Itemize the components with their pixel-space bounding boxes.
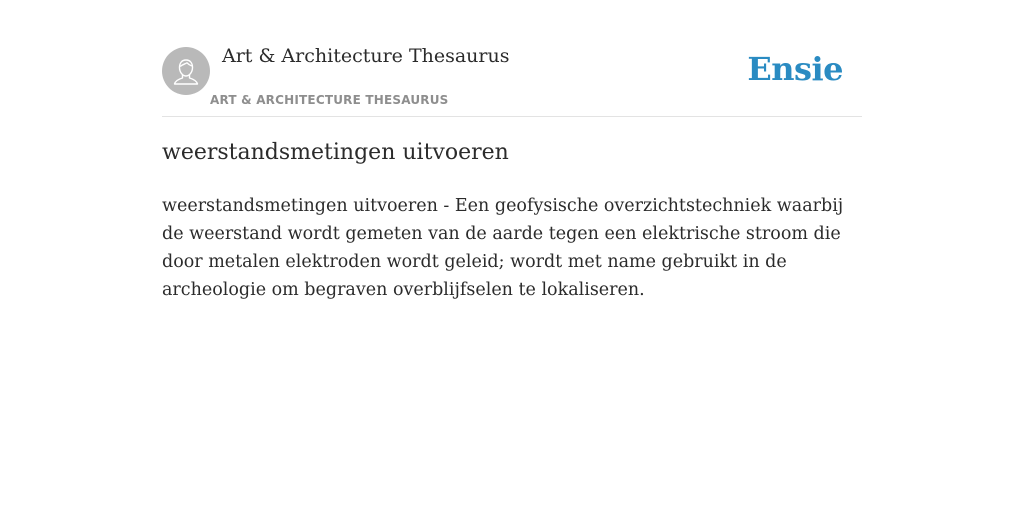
avatar[interactable] (162, 47, 210, 95)
entry-definition: weerstandsmetingen uitvoeren - Een geofysische overzichtstechniek waarbij de weerstand wordt gemeten van de aarde tegen een elektrische stroom die door metalen elektroden wordt geleid; wordt met name gebruikt in de archeologie om begraven overblijfselen te lokaliseren. (162, 196, 844, 300)
user-icon (162, 47, 210, 95)
definition-card (162, 0, 862, 300)
author-name[interactable]: Art & Architecture Thesaurus (222, 45, 510, 67)
entry-title: weerstandsmetingen uitvoeren (162, 140, 509, 165)
brand-logo[interactable]: Ensie (747, 50, 843, 88)
source-label[interactable]: ART & ARCHITECTURE THESAURUS (210, 93, 449, 107)
card-header (162, 0, 862, 117)
